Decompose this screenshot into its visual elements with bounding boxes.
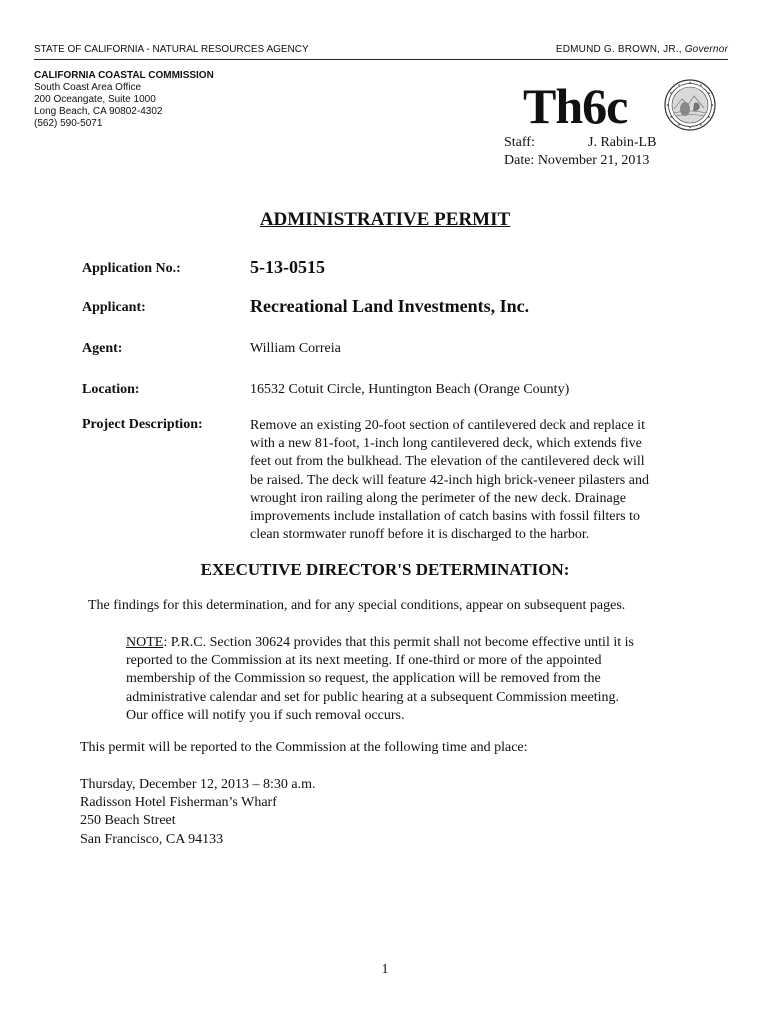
description-line: be raised. The deck will feature 42-inch high brick-veneer pilasters and (250, 472, 649, 488)
description-line: wrought iron railing along the perimeter of the new deck. Drainage (250, 490, 626, 506)
agenda-item-code: Th6c (523, 78, 628, 134)
determination-heading: EXECUTIVE DIRECTOR'S DETERMINATION: (200, 560, 570, 579)
report-statement: This permit will be reported to the Commission at the following time and place: (80, 740, 528, 755)
header-divider (34, 59, 728, 60)
meeting-venue: Radisson Hotel Fisherman’s Wharf (80, 795, 277, 811)
description-line: Remove an existing 20-foot section of cantilevered deck and replace it (250, 418, 645, 433)
description-line: improvements include installation of catch basins with fossil filters to (250, 509, 640, 525)
meeting-street: 250 Beach Street (80, 813, 176, 829)
governor-title: Governor (684, 44, 728, 55)
project-description (250, 417, 690, 544)
location-value: 16532 Cotuit Circle, Huntington Beach (Orange County) (250, 382, 570, 397)
note-block (126, 634, 706, 725)
agency-header: STATE OF CALIFORNIA - NATURAL RESOURCES AGENCY (34, 44, 309, 55)
staff-row (504, 134, 657, 152)
document-title: ADMINISTRATIVE PERMIT (259, 209, 511, 230)
applicant-name: Recreational Land Investments, Inc. (250, 296, 530, 316)
office-address-block (34, 70, 214, 130)
description-line: clean stormwater runoff before it is discharged to the harbor. (250, 527, 590, 543)
staff-label: Staff: (504, 135, 535, 150)
note-text: : P.R.C. Section 30624 provides that this permit shall not become effective until it is (163, 635, 634, 650)
meeting-datetime: Thursday, December 12, 2013 – 8:30 a.m. (80, 777, 316, 792)
staff-date-block (504, 134, 657, 170)
meeting-city: San Francisco, CA 94133 (80, 831, 224, 847)
project-description-label: Project Description: (82, 417, 203, 432)
note-label: NOTE (126, 635, 164, 650)
office-line: 200 Oceangate, Suite 1000 (34, 94, 156, 105)
application-number: 5-13-0515 (250, 257, 325, 277)
california-state-seal-icon (664, 79, 716, 131)
note-line (126, 634, 706, 652)
office-line: South Coast Area Office (34, 82, 142, 93)
office-line: (562) 590-5071 (34, 118, 103, 129)
findings-statement: The findings for this determination, and for any special conditions, appear on subsequent pages. (88, 598, 626, 613)
office-name: CALIFORNIA COASTAL COMMISSION (34, 70, 214, 81)
office-line: Long Beach, CA 90802-4302 (34, 106, 163, 117)
note-line: reported to the Commission at its next meeting. If one-third or more of the appointed (126, 653, 602, 669)
note-line: administrative calendar and set for public hearing at a subsequent Commission meeting. (126, 689, 619, 705)
staff-date: Date: November 21, 2013 (504, 153, 650, 168)
governor-header (556, 44, 728, 55)
staff-value: J. Rabin-LB (588, 135, 657, 150)
agent-name: William Correia (250, 341, 341, 356)
location-label: Location: (82, 382, 140, 397)
page-number: 1 (381, 962, 389, 977)
agent-label: Agent: (82, 341, 123, 356)
application-label: Application No.: (82, 261, 181, 276)
description-line: feet out from the bulkhead. The elevation of the cantilevered deck will (250, 454, 645, 470)
meeting-details (80, 776, 315, 849)
governor-name: EDMUND G. BROWN, JR., (555, 44, 682, 55)
description-line: with a new 81-foot, 1-inch long cantilevered deck, which extends five (250, 436, 642, 452)
note-line: membership of the Commission so request, the application will be removed from the (126, 671, 601, 687)
note-line: Our office will notify you if such removal occurs. (126, 707, 405, 723)
applicant-label: Applicant: (82, 300, 146, 315)
